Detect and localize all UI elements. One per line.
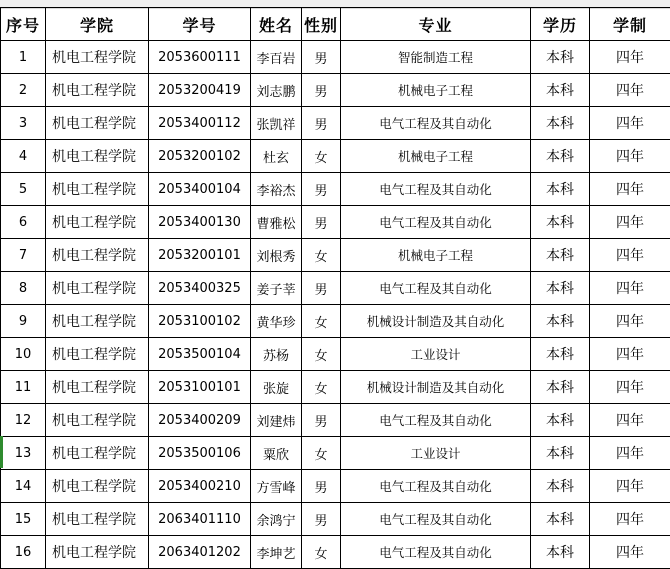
cell-major[interactable]: 电气工程及其自动化: [341, 536, 531, 569]
cell-degree[interactable]: 本科: [531, 470, 590, 503]
cell-major[interactable]: 工业设计: [341, 338, 531, 371]
cell-degree[interactable]: 本科: [531, 404, 590, 437]
cell-major[interactable]: 机械电子工程: [341, 239, 531, 272]
cell-college[interactable]: 机电工程学院: [46, 536, 149, 569]
cell-name[interactable]: 方雪峰: [251, 470, 302, 503]
cell-major[interactable]: 电气工程及其自动化: [341, 470, 531, 503]
cell-gender[interactable]: 男: [302, 470, 341, 503]
table-row: [1, 404, 670, 437]
cell-name[interactable]: 杜玄: [251, 140, 302, 173]
cell-degree[interactable]: 本科: [531, 503, 590, 536]
table-row: [1, 140, 670, 173]
cell-duration[interactable]: 四年: [590, 404, 670, 437]
cell-gender[interactable]: 女: [302, 338, 341, 371]
table-row: [1, 239, 670, 272]
header-gender: 性别: [302, 8, 341, 41]
cell-student-id[interactable]: 2053400209: [149, 404, 251, 437]
cell-degree[interactable]: 本科: [531, 272, 590, 305]
cell-college[interactable]: 机电工程学院: [46, 206, 149, 239]
cell-gender[interactable]: 男: [302, 74, 341, 107]
cell-gender[interactable]: 男: [302, 206, 341, 239]
table-row: [1, 338, 670, 371]
cell-duration[interactable]: 四年: [590, 272, 670, 305]
table-body: [1, 41, 670, 569]
cell-index[interactable]: 14: [1, 470, 46, 503]
cell-degree[interactable]: 本科: [531, 74, 590, 107]
cell-duration[interactable]: 四年: [590, 470, 670, 503]
header-name: 姓名: [251, 8, 302, 41]
table-row: [1, 437, 670, 470]
cell-index[interactable]: 5: [1, 173, 46, 206]
header-student-id: 学号: [149, 8, 251, 41]
cell-degree[interactable]: 本科: [531, 305, 590, 338]
cell-name[interactable]: 张旋: [251, 371, 302, 404]
cell-student-id[interactable]: 2053100102: [149, 305, 251, 338]
header-major: 专业: [341, 8, 531, 41]
cell-gender[interactable]: 男: [302, 503, 341, 536]
cell-degree[interactable]: 本科: [531, 338, 590, 371]
cell-duration[interactable]: 四年: [590, 305, 670, 338]
cell-index[interactable]: 10: [1, 338, 46, 371]
cell-name[interactable]: 李裕杰: [251, 173, 302, 206]
cell-major[interactable]: 机械设计制造及其自动化: [341, 371, 531, 404]
table-row: [1, 74, 670, 107]
cell-name[interactable]: 刘根秀: [251, 239, 302, 272]
cell-index[interactable]: 13: [1, 437, 46, 470]
cell-college[interactable]: 机电工程学院: [46, 173, 149, 206]
cell-degree[interactable]: 本科: [531, 41, 590, 74]
cell-college[interactable]: 机电工程学院: [46, 74, 149, 107]
cell-college[interactable]: 机电工程学院: [46, 272, 149, 305]
cell-name[interactable]: 苏杨: [251, 338, 302, 371]
cell-college[interactable]: 机电工程学院: [46, 305, 149, 338]
cell-name[interactable]: 余鸿宁: [251, 503, 302, 536]
cell-index[interactable]: 11: [1, 371, 46, 404]
cell-index[interactable]: 9: [1, 305, 46, 338]
cell-gender[interactable]: 女: [302, 371, 341, 404]
cell-duration[interactable]: 四年: [590, 437, 670, 470]
cell-college[interactable]: 机电工程学院: [46, 140, 149, 173]
header-row: [1, 8, 670, 41]
cell-major[interactable]: 机械电子工程: [341, 74, 531, 107]
cell-index[interactable]: 8: [1, 272, 46, 305]
cell-duration[interactable]: 四年: [590, 536, 670, 569]
cell-college[interactable]: 机电工程学院: [46, 41, 149, 74]
cell-gender[interactable]: 女: [302, 536, 341, 569]
cell-gender[interactable]: 男: [302, 272, 341, 305]
cell-college[interactable]: 机电工程学院: [46, 371, 149, 404]
cell-name[interactable]: 黄华珍: [251, 305, 302, 338]
cell-name[interactable]: 李坤艺: [251, 536, 302, 569]
cell-student-id[interactable]: 2053100101: [149, 371, 251, 404]
cell-name[interactable]: 刘建炜: [251, 404, 302, 437]
cell-gender[interactable]: 女: [302, 140, 341, 173]
table-row: [1, 206, 670, 239]
cell-degree[interactable]: 本科: [531, 173, 590, 206]
cell-student-id[interactable]: 2053200419: [149, 74, 251, 107]
table-row: [1, 503, 670, 536]
row-selection-marker: [0, 436, 3, 468]
table-row: [1, 272, 670, 305]
cell-name[interactable]: 张凯祥: [251, 107, 302, 140]
cell-major[interactable]: 机械设计制造及其自动化: [341, 305, 531, 338]
cell-gender[interactable]: 男: [302, 404, 341, 437]
cell-gender[interactable]: 女: [302, 305, 341, 338]
cell-duration[interactable]: 四年: [590, 140, 670, 173]
cell-gender[interactable]: 男: [302, 173, 341, 206]
cell-duration[interactable]: 四年: [590, 107, 670, 140]
cell-major[interactable]: 电气工程及其自动化: [341, 173, 531, 206]
cell-student-id[interactable]: 2053500106: [149, 437, 251, 470]
cell-student-id[interactable]: 2063401202: [149, 536, 251, 569]
cell-duration[interactable]: 四年: [590, 74, 670, 107]
cell-college[interactable]: 机电工程学院: [46, 338, 149, 371]
cell-duration[interactable]: 四年: [590, 338, 670, 371]
cell-index[interactable]: 3: [1, 107, 46, 140]
cell-index[interactable]: 6: [1, 206, 46, 239]
cell-major[interactable]: 电气工程及其自动化: [341, 272, 531, 305]
table-row: [1, 536, 670, 569]
cell-gender[interactable]: 女: [302, 437, 341, 470]
cell-index[interactable]: 1: [1, 41, 46, 74]
cell-college[interactable]: 机电工程学院: [46, 107, 149, 140]
cell-name[interactable]: 姜子莘: [251, 272, 302, 305]
cell-degree[interactable]: 本科: [531, 206, 590, 239]
cell-student-id[interactable]: 2053600111: [149, 41, 251, 74]
cell-college[interactable]: 机电工程学院: [46, 404, 149, 437]
cell-degree[interactable]: 本科: [531, 107, 590, 140]
cell-major[interactable]: 智能制造工程: [341, 41, 531, 74]
cell-gender[interactable]: 女: [302, 239, 341, 272]
cell-college[interactable]: 机电工程学院: [46, 239, 149, 272]
cell-index[interactable]: 16: [1, 536, 46, 569]
cell-degree[interactable]: 本科: [531, 536, 590, 569]
cell-duration[interactable]: 四年: [590, 239, 670, 272]
cell-degree[interactable]: 本科: [531, 140, 590, 173]
cell-index[interactable]: 2: [1, 74, 46, 107]
cell-major[interactable]: 机械电子工程: [341, 140, 531, 173]
cell-student-id[interactable]: 2053500104: [149, 338, 251, 371]
cell-name[interactable]: 李百岩: [251, 41, 302, 74]
cell-student-id[interactable]: 2053400112: [149, 107, 251, 140]
cell-major[interactable]: 电气工程及其自动化: [341, 503, 531, 536]
cell-duration[interactable]: 四年: [590, 371, 670, 404]
cell-gender[interactable]: 男: [302, 41, 341, 74]
cell-student-id[interactable]: 2053400210: [149, 470, 251, 503]
header-degree: 学历: [531, 8, 590, 41]
cell-index[interactable]: 7: [1, 239, 46, 272]
cell-index[interactable]: 15: [1, 503, 46, 536]
cell-index[interactable]: 12: [1, 404, 46, 437]
cell-student-id[interactable]: 2053400325: [149, 272, 251, 305]
cell-duration[interactable]: 四年: [590, 503, 670, 536]
cell-name[interactable]: 粟欣: [251, 437, 302, 470]
table-row: [1, 41, 670, 74]
cell-major[interactable]: 电气工程及其自动化: [341, 206, 531, 239]
cell-major[interactable]: 工业设计: [341, 437, 531, 470]
header-college: 学院: [46, 8, 149, 41]
cell-student-id[interactable]: 2063401110: [149, 503, 251, 536]
cell-student-id[interactable]: 2053200102: [149, 140, 251, 173]
cell-degree[interactable]: 本科: [531, 437, 590, 470]
header-index: 序号: [1, 8, 46, 41]
cell-degree[interactable]: 本科: [531, 371, 590, 404]
cell-college[interactable]: 机电工程学院: [46, 503, 149, 536]
header-duration: 学制: [590, 8, 670, 41]
student-roster-table: [0, 7, 670, 569]
table-row: [1, 305, 670, 338]
cell-student-id[interactable]: 2053200101: [149, 239, 251, 272]
table-row: [1, 371, 670, 404]
cell-major[interactable]: 电气工程及其自动化: [341, 107, 531, 140]
cell-gender[interactable]: 男: [302, 107, 341, 140]
table-row: [1, 173, 670, 206]
cell-duration[interactable]: 四年: [590, 173, 670, 206]
cell-duration[interactable]: 四年: [590, 41, 670, 74]
cell-major[interactable]: 电气工程及其自动化: [341, 404, 531, 437]
cell-name[interactable]: 刘志鹏: [251, 74, 302, 107]
cell-name[interactable]: 曹雅松: [251, 206, 302, 239]
cell-student-id[interactable]: 2053400104: [149, 173, 251, 206]
cell-index[interactable]: 4: [1, 140, 46, 173]
cell-college[interactable]: 机电工程学院: [46, 470, 149, 503]
table-row: [1, 470, 670, 503]
cell-degree[interactable]: 本科: [531, 239, 590, 272]
cell-duration[interactable]: 四年: [590, 206, 670, 239]
cell-student-id[interactable]: 2053400130: [149, 206, 251, 239]
cell-college[interactable]: 机电工程学院: [46, 437, 149, 470]
table-row: [1, 107, 670, 140]
